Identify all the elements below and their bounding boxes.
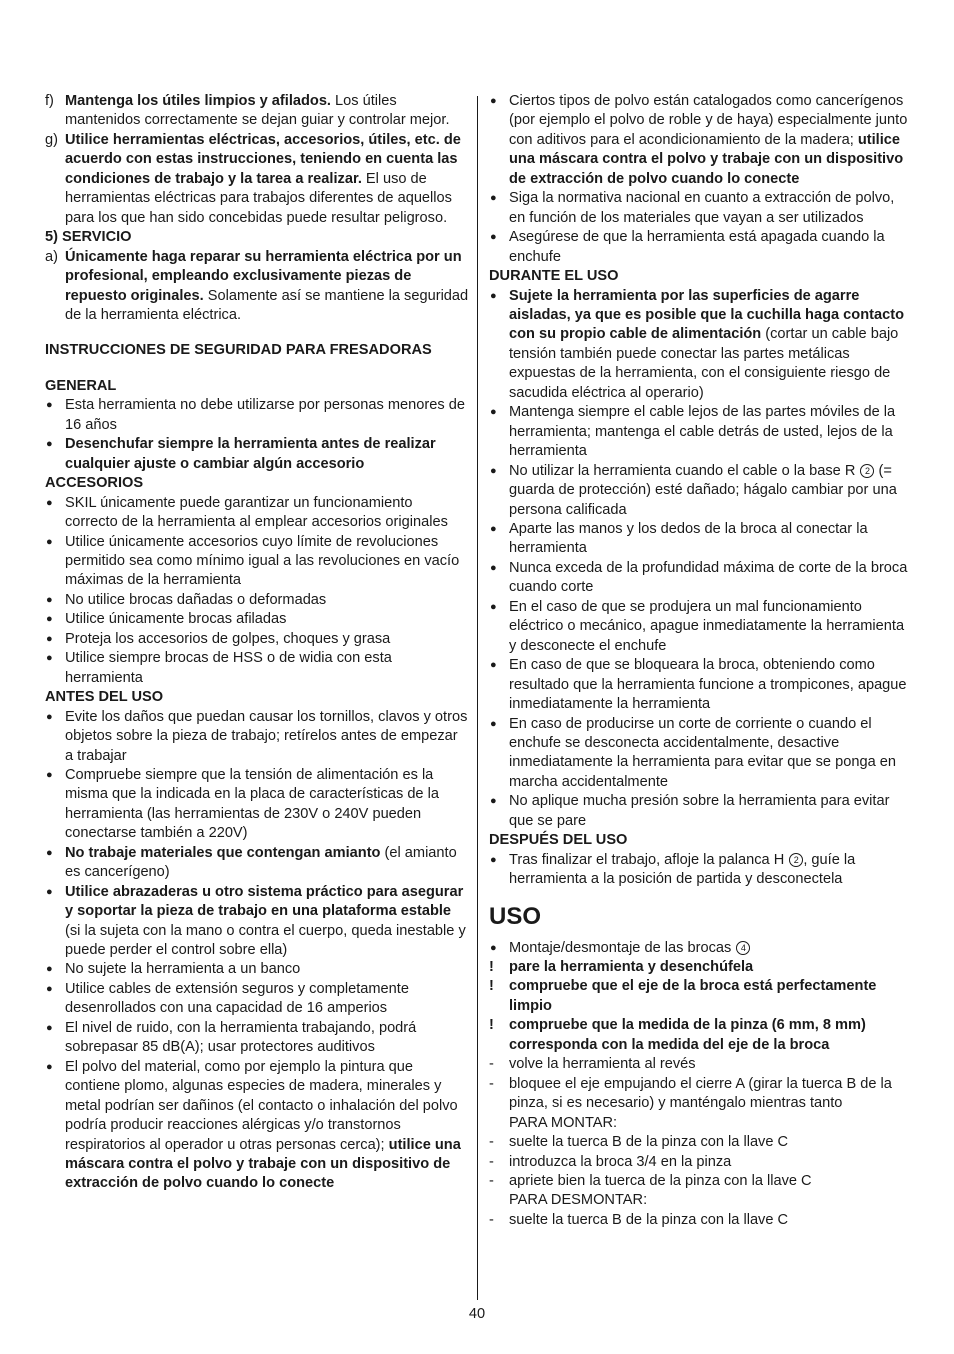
list-item: ● SKIL únicamente puede garantizar un funcionamiento correcto de la herramienta al emplear accesorios originales [46, 494, 448, 531]
bullet-icon: ● [46, 982, 53, 995]
bullet-icon: ● [46, 535, 53, 548]
exclamation-icon: ! [489, 978, 494, 995]
warning-item: ! compruebe que el eje de la broca está perfectamente limpio [489, 978, 877, 1014]
step-item: - suelte la tuerca B de la pinza con la llave C [489, 1133, 913, 1152]
bullet-icon: ● [46, 438, 53, 451]
durante-heading: DURANTE EL USO [489, 268, 619, 285]
list-item: ● Desenchufar siempre la herramienta antes de realizar cualquier ajuste o cambiar algún accesorio [46, 436, 436, 472]
step-item: - volve la herramienta al revés [489, 1055, 913, 1074]
general-heading: GENERAL [45, 377, 117, 394]
item-g-bold: Utilice herramientas eléctricas, accesorios, útiles, etc. de acuerdo con estas instrucciones, teniendo en cuenta las condiciones de trabajo y la tarea a realizar. [65, 131, 461, 187]
list-item: ● Ciertos tipos de polvo están catalogados como cancerígenos (por ejemplo el polvo de roble y de haya) especialmente junto con aditivos para el acondicionamiento de la madera; utilice una máscara contra el polvo y trabaje con un dispositivo de extracción de polvo cuando lo conecte [490, 93, 908, 187]
dash-icon: - [489, 1173, 494, 1190]
warning-item: ! compruebe que la medida de la pinza (6 mm, 8 mm) corresponda con la medida del eje de la broca [489, 1017, 866, 1053]
item-a-text: Solamente así se mantiene la seguridad de la herramienta eléctrica. [65, 287, 469, 323]
list-item: ● En caso de que se bloqueara la broca, obteniendo como resultado que la herramienta funcione a trompicones, apague inmediatamente la herramienta [490, 657, 907, 713]
bullet-icon: ● [46, 885, 53, 898]
bullet-icon: ● [46, 613, 53, 626]
bullet-icon: ● [490, 659, 497, 672]
list-item: ● No utilice brocas dañadas o deformadas [45, 591, 469, 610]
list-item: ● Montaje/desmontaje de las brocas 4 [489, 939, 913, 958]
list-item: ● Tras finalizar el trabajo, afloje la palanca H 2 , guíe la herramienta a la posición de partida y desconectela [490, 851, 856, 888]
item-a-bold: Únicamente haga reparar su herramienta eléctrica por un profesional, empleando exclusivamente piezas de repuesto originales. [65, 248, 462, 304]
left-column [45, 92, 469, 1194]
item-marker: g) [45, 131, 58, 148]
antes-heading: ANTES DEL USO [45, 689, 164, 706]
list-item: ● Utilice únicamente accesorios cuyo límite de revoluciones permitido sea como mínimo igual a las revoluciones en vacío máximas de la herramienta [46, 533, 460, 589]
list-item: ● El nivel de ruido, con la herramienta trabajando, podrá sobrepasar 85 dB(A); usar protectores auditivos [46, 1019, 417, 1056]
bullet-icon: ● [490, 600, 497, 613]
bullet-icon: ● [46, 1060, 53, 1073]
step-item: - suelte la tuerca B de la pinza con la llave C [489, 1211, 913, 1230]
servicio-heading: 5) SERVICIO [45, 229, 132, 246]
bullet-icon: ● [490, 941, 497, 954]
bullet-icon: ● [46, 632, 53, 645]
dash-icon: - [489, 1075, 494, 1092]
item-f-text: Los útiles mantenidos correctamente se dejan guiar y controlar mejor. [65, 93, 450, 129]
bullet-icon: ● [490, 522, 497, 535]
item-a [45, 248, 469, 326]
right-column [489, 92, 913, 1230]
list-item: ● No trabaje materiales que contengan amianto (el amianto es cancerígeno) [46, 844, 457, 881]
list-item: ● Esta herramienta no debe utilizarse por personas menores de 16 años [46, 397, 465, 433]
exclamation-icon: ! [489, 959, 494, 976]
dash-icon: - [489, 1134, 494, 1151]
item-g-text: El uso de herramientas eléctricas para trabajos diferentes de aquellos para los que han sido concebidas puede resultar peligroso. [65, 170, 452, 226]
step-item: - apriete bien la tuerca de la pinza con la llave C [489, 1172, 913, 1191]
list-item: ● Proteja los accesorios de golpes, choques y grasa [45, 630, 469, 649]
bullet-icon: ● [490, 289, 497, 302]
list-item: ● No sujete la herramienta a un banco [45, 960, 469, 979]
bullet-icon: ● [490, 192, 497, 205]
figure-reference-icon: 2 [860, 464, 874, 478]
bullet-icon: ● [46, 496, 53, 509]
accesorios-heading: ACCESORIOS [45, 475, 144, 492]
column-divider [477, 96, 478, 1300]
list-item: ● Evite los daños que puedan causar los tornillos, clavos y otros objetos sobre la pieza de trabajo; retírelos antes de empezar a trabajar [46, 708, 468, 764]
list-item: ● Utilice siempre brocas de HSS o de widia con esta herramienta [46, 650, 392, 686]
para-desmontar-label: PARA DESMONTAR: [509, 1192, 648, 1209]
item-f-bold: Mantenga los útiles limpios y afilados. [65, 93, 331, 109]
list-item: ● No aplique mucha presión sobre la herramienta para evitar que se pare [490, 793, 890, 829]
dash-icon: - [489, 1056, 494, 1073]
list-item: ● Utilice abrazaderas u otro sistema práctico para asegurar y soportar la pieza de trabajo en una plataforma estable (si la sujeta con la mano o contra el cuerpo, queda inestable y puede perder el control sobre ella) [46, 883, 466, 959]
list-item: ● El polvo del material, como por ejemplo la pintura que contiene plomo, algunas especies de madera, minerales y metal podrían ser dañinos (el contacto o inhalación del polvo podría producir reacciones alérgicas y/o transtornos respiratorios al operador u otras personas cerca); utilice una máscara contra el polvo y trabaje con un dispositivo de extracción de polvo cuando lo conecte [46, 1058, 461, 1192]
exclamation-icon: ! [489, 1017, 494, 1034]
list-item: ● En el caso de que se produjera un mal funcionamiento eléctrico o mecánico, apague inmediatamente la herramienta y desconecte el enchufe [490, 598, 905, 654]
safety-instructions-heading: INSTRUCCIONES DE SEGURIDAD PARA FRESADORAS [45, 342, 432, 359]
list-item: ● Siga la normativa nacional en cuanto a extracción de polvo, en función de los materiales que vayan a ser utilizados [490, 190, 895, 226]
bullet-icon: ● [490, 464, 497, 477]
list-item: ● Nunca exceda de la profundidad máxima de corte de la broca cuando corte [490, 559, 908, 596]
bullet-icon: ● [490, 853, 497, 866]
bullet-icon: ● [46, 399, 53, 412]
bullet-icon: ● [46, 710, 53, 723]
list-item: ● Mantenga siempre el cable lejos de las partes móviles de la herramienta; mantenga el cable detrás de usted, lejos de la herramienta [490, 404, 896, 460]
figure-reference-icon: 2 [789, 853, 803, 867]
bullet-icon: ● [490, 561, 497, 574]
list-item: ● Aparte las manos y los dedos de la broca al conectar la herramienta [490, 520, 868, 557]
item-g [45, 131, 469, 228]
item-f [45, 92, 469, 131]
page-number: 40 [468, 1306, 486, 1322]
list-item: ● Utilice cables de extensión seguros y completamente desenrollados con una capacidad de 16 amperios [46, 980, 409, 1017]
dash-icon: - [489, 1211, 494, 1228]
bullet-icon: ● [46, 768, 53, 781]
bullet-icon: ● [490, 95, 497, 107]
bullet-icon: ● [46, 652, 53, 665]
bullet-icon: ● [46, 593, 53, 606]
list-item: ● Utilice únicamente brocas afiladas [45, 610, 469, 629]
item-marker: a) [45, 248, 58, 265]
list-item: ● En caso de producirse un corte de corriente o cuando el enchufe se desconecta accidentalmente, desactive inmediatamente la herramienta para evitar que se ponga en marcha accidentalmente [490, 715, 896, 790]
warning-item: ! pare la herramienta y desenchúfela [489, 958, 913, 977]
list-item: ● No utilizar la herramienta cuando el cable o la base R 2 (= guarda de protección) esté dañado; hágalo cambiar por una persona calificada [490, 462, 897, 518]
bullet-icon: ● [490, 231, 497, 244]
uso-heading: USO [489, 902, 542, 930]
step-item: - introduzca la broca 3/4 en la pinza [489, 1153, 913, 1172]
bullet-icon: ● [46, 963, 53, 976]
para-montar-label: PARA MONTAR: [509, 1114, 618, 1131]
list-item: ● Compruebe siempre que la tensión de alimentación es la misma que la indicada en la placa de características de la herramienta (las herramientas de 230V o 240V pueden conectarse también a 220V) [46, 766, 439, 842]
bullet-icon: ● [490, 795, 497, 808]
dash-icon: - [489, 1153, 494, 1170]
step-item: - bloquee el eje empujando el cierre A (girar la tuerca B de la pinza, si es necesario) y manténgalo mientras tanto [489, 1075, 892, 1112]
bullet-icon: ● [490, 717, 497, 730]
list-item: ● Asegúrese de que la herramienta está apagada cuando la enchufe [490, 229, 885, 265]
item-marker: f) [45, 93, 54, 109]
list-item: ● Sujete la herramienta por las superficies de agarre aisladas, ya que es posible que la cuchilla haga contacto con su propio cable de alimentación (cortar un cable bajo tensión también puede conectar las partes metálicas expuestas de la herramienta, con el consiguiente riesgo de sacudida eléctrica al operario) [490, 287, 904, 401]
figure-reference-icon: 4 [736, 941, 750, 955]
bullet-icon: ● [46, 846, 53, 859]
bullet-icon: ● [490, 406, 497, 419]
despues-heading: DESPUÉS DEL USO [489, 832, 628, 849]
bullet-icon: ● [46, 1021, 53, 1034]
